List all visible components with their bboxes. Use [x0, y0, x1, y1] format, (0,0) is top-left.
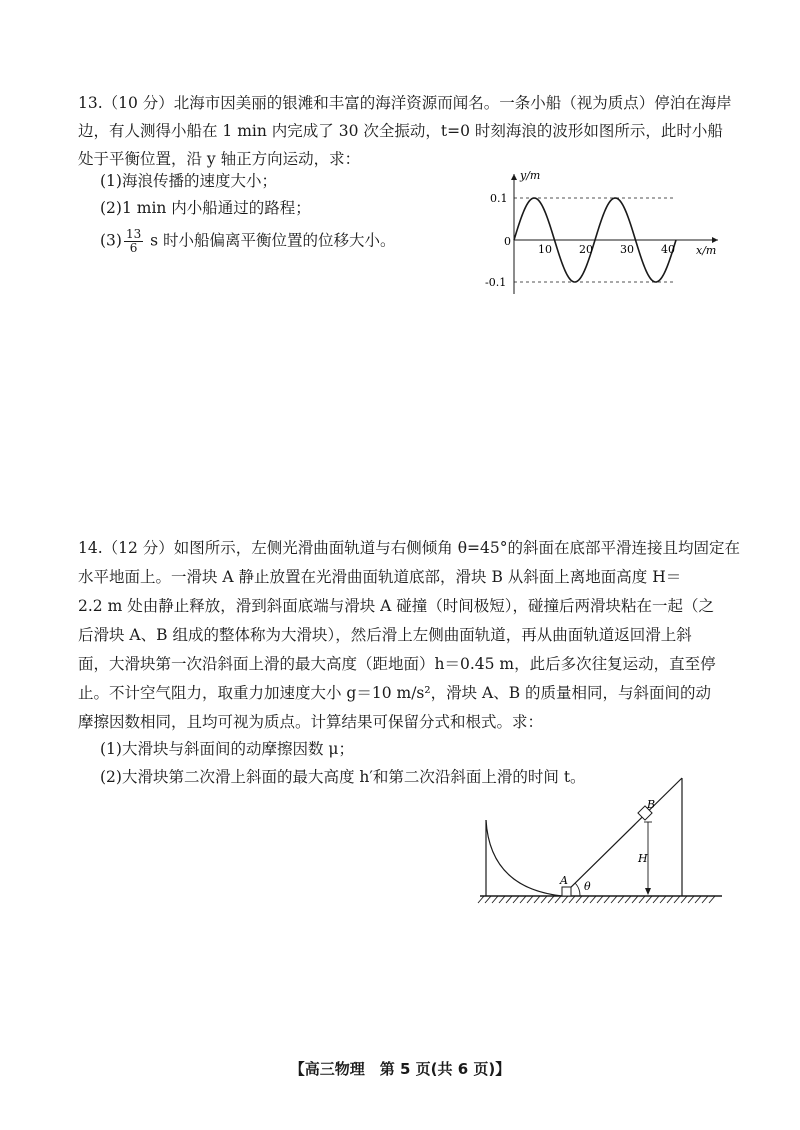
- hatch-mark: [653, 896, 659, 903]
- track-figure: [476, 770, 726, 910]
- ground-hatching: [478, 896, 715, 903]
- q13-sub3-prefix: (3): [100, 231, 122, 250]
- q13-sub1: (1)海浪传播的速度大小；: [100, 172, 277, 190]
- fraction-denominator: 6: [129, 241, 138, 255]
- hatch-mark: [478, 896, 484, 903]
- hatch-mark: [660, 896, 666, 903]
- x-tick-label-10: 10: [538, 243, 552, 256]
- hatch-mark: [688, 896, 694, 903]
- hatch-mark: [702, 896, 708, 903]
- q14-line-6: 止。不计空气阻力，取重力加速度大小 g＝10 m/s²，滑块 A、B 的质量相同，与斜面间的动: [78, 684, 712, 702]
- label-theta: θ: [584, 880, 591, 893]
- hatch-mark: [541, 896, 547, 903]
- q13-line-2: 边，有人测得小船在 1 min 内完成了 30 次全振动，t=0 时刻海浪的波形如图所示，此时小船: [78, 122, 723, 140]
- x-axis-label: x/m: [696, 244, 717, 257]
- height-arrow-head-bottom: [645, 888, 651, 895]
- q13-line-1: 13.（10 分）北海市因美丽的银滩和丰富的海洋资源而闻名。一条小船（视为质点）停泊在海岸: [78, 94, 732, 112]
- fraction-numerator: 13: [125, 227, 142, 241]
- hatch-mark: [520, 896, 526, 903]
- q14-line-3: 2.2 m 处由静止释放，滑到斜面底端与滑块 A 碰撞（时间极短），碰撞后两滑块粘在一起（之: [78, 597, 715, 615]
- hatch-mark: [646, 896, 652, 903]
- q14-line-4: 后滑块 A、B 组成的整体称为大滑块），然后滑上左侧曲面轨道，再从曲面轨道返回滑上斜: [78, 626, 692, 644]
- q14-sub2: (2)大滑块第二次滑上斜面的最大高度 h′和第二次沿斜面上滑的时间 t。: [100, 768, 586, 786]
- hatch-mark: [674, 896, 680, 903]
- hatch-mark: [604, 896, 610, 903]
- label-b: B: [647, 798, 656, 811]
- hatch-mark: [485, 896, 491, 903]
- q14-line-7: 摩擦因数相同，且均可视为质点。计算结果可保留分式和根式。求：: [78, 713, 544, 731]
- theta-arc: [575, 883, 580, 896]
- q14-sub1: (1)大滑块与斜面间的动摩擦因数 μ；: [100, 740, 354, 758]
- label-a: A: [560, 874, 568, 887]
- hatch-mark: [506, 896, 512, 903]
- hatch-mark: [513, 896, 519, 903]
- hatch-mark: [562, 896, 568, 903]
- hatch-mark: [492, 896, 498, 903]
- q14-line-5: 面，大滑块第一次沿斜面上滑的最大高度（距地面）h＝0.45 m，此后多次往复运动，直至停: [78, 655, 716, 673]
- q13-sub3-fraction: [124, 228, 143, 255]
- hatch-mark: [555, 896, 561, 903]
- q13-line-3: 处于平衡位置，沿 y 轴正方向运动，求：: [78, 150, 361, 168]
- hatch-mark: [590, 896, 596, 903]
- hatch-mark: [632, 896, 638, 903]
- hatch-mark: [527, 896, 533, 903]
- hatch-mark: [639, 896, 645, 903]
- y-tick-label-pos: 0.1: [490, 192, 508, 205]
- x-tick-label-30: 30: [620, 243, 634, 256]
- hatch-mark: [709, 896, 715, 903]
- wave-graph: [480, 160, 730, 300]
- hatch-mark: [576, 896, 582, 903]
- q14-line-1: 14.（12 分）如图所示，左侧光滑曲面轨道与右侧倾角 θ=45°的斜面在底部平滑连接且均固定在: [78, 539, 741, 557]
- hatch-mark: [499, 896, 505, 903]
- hatch-mark: [618, 896, 624, 903]
- hatch-mark: [667, 896, 673, 903]
- label-h: H: [638, 852, 648, 865]
- y-axis-label: y/m: [520, 169, 541, 182]
- hatch-mark: [625, 896, 631, 903]
- q13-sub3-suffix: s 时小船偏离平衡位置的位移大小。: [145, 231, 396, 250]
- q13-sub3: [100, 228, 396, 255]
- q13-sub2: (2)1 min 内小船通过的路程；: [100, 199, 311, 217]
- y-tick-label-neg: -0.1: [485, 276, 507, 289]
- x-tick-label-20: 20: [579, 243, 593, 256]
- incline-surface: [562, 778, 682, 896]
- hatch-mark: [597, 896, 603, 903]
- curved-track: [486, 820, 562, 896]
- q14-line-2: 水平地面上。一滑块 A 静止放置在光滑曲面轨道底部，滑块 B 从斜面上离地面高度 H＝: [78, 568, 682, 586]
- hatch-mark: [611, 896, 617, 903]
- hatch-mark: [534, 896, 540, 903]
- x-tick-label-40: 40: [661, 243, 675, 256]
- hatch-mark: [583, 896, 589, 903]
- hatch-mark: [548, 896, 554, 903]
- block-a: [562, 887, 571, 896]
- origin-label: 0: [504, 235, 511, 248]
- hatch-mark: [569, 896, 575, 903]
- hatch-mark: [681, 896, 687, 903]
- hatch-mark: [695, 896, 701, 903]
- page-footer: 【高三物理 第 5 页(共 6 页)】: [289, 1060, 511, 1078]
